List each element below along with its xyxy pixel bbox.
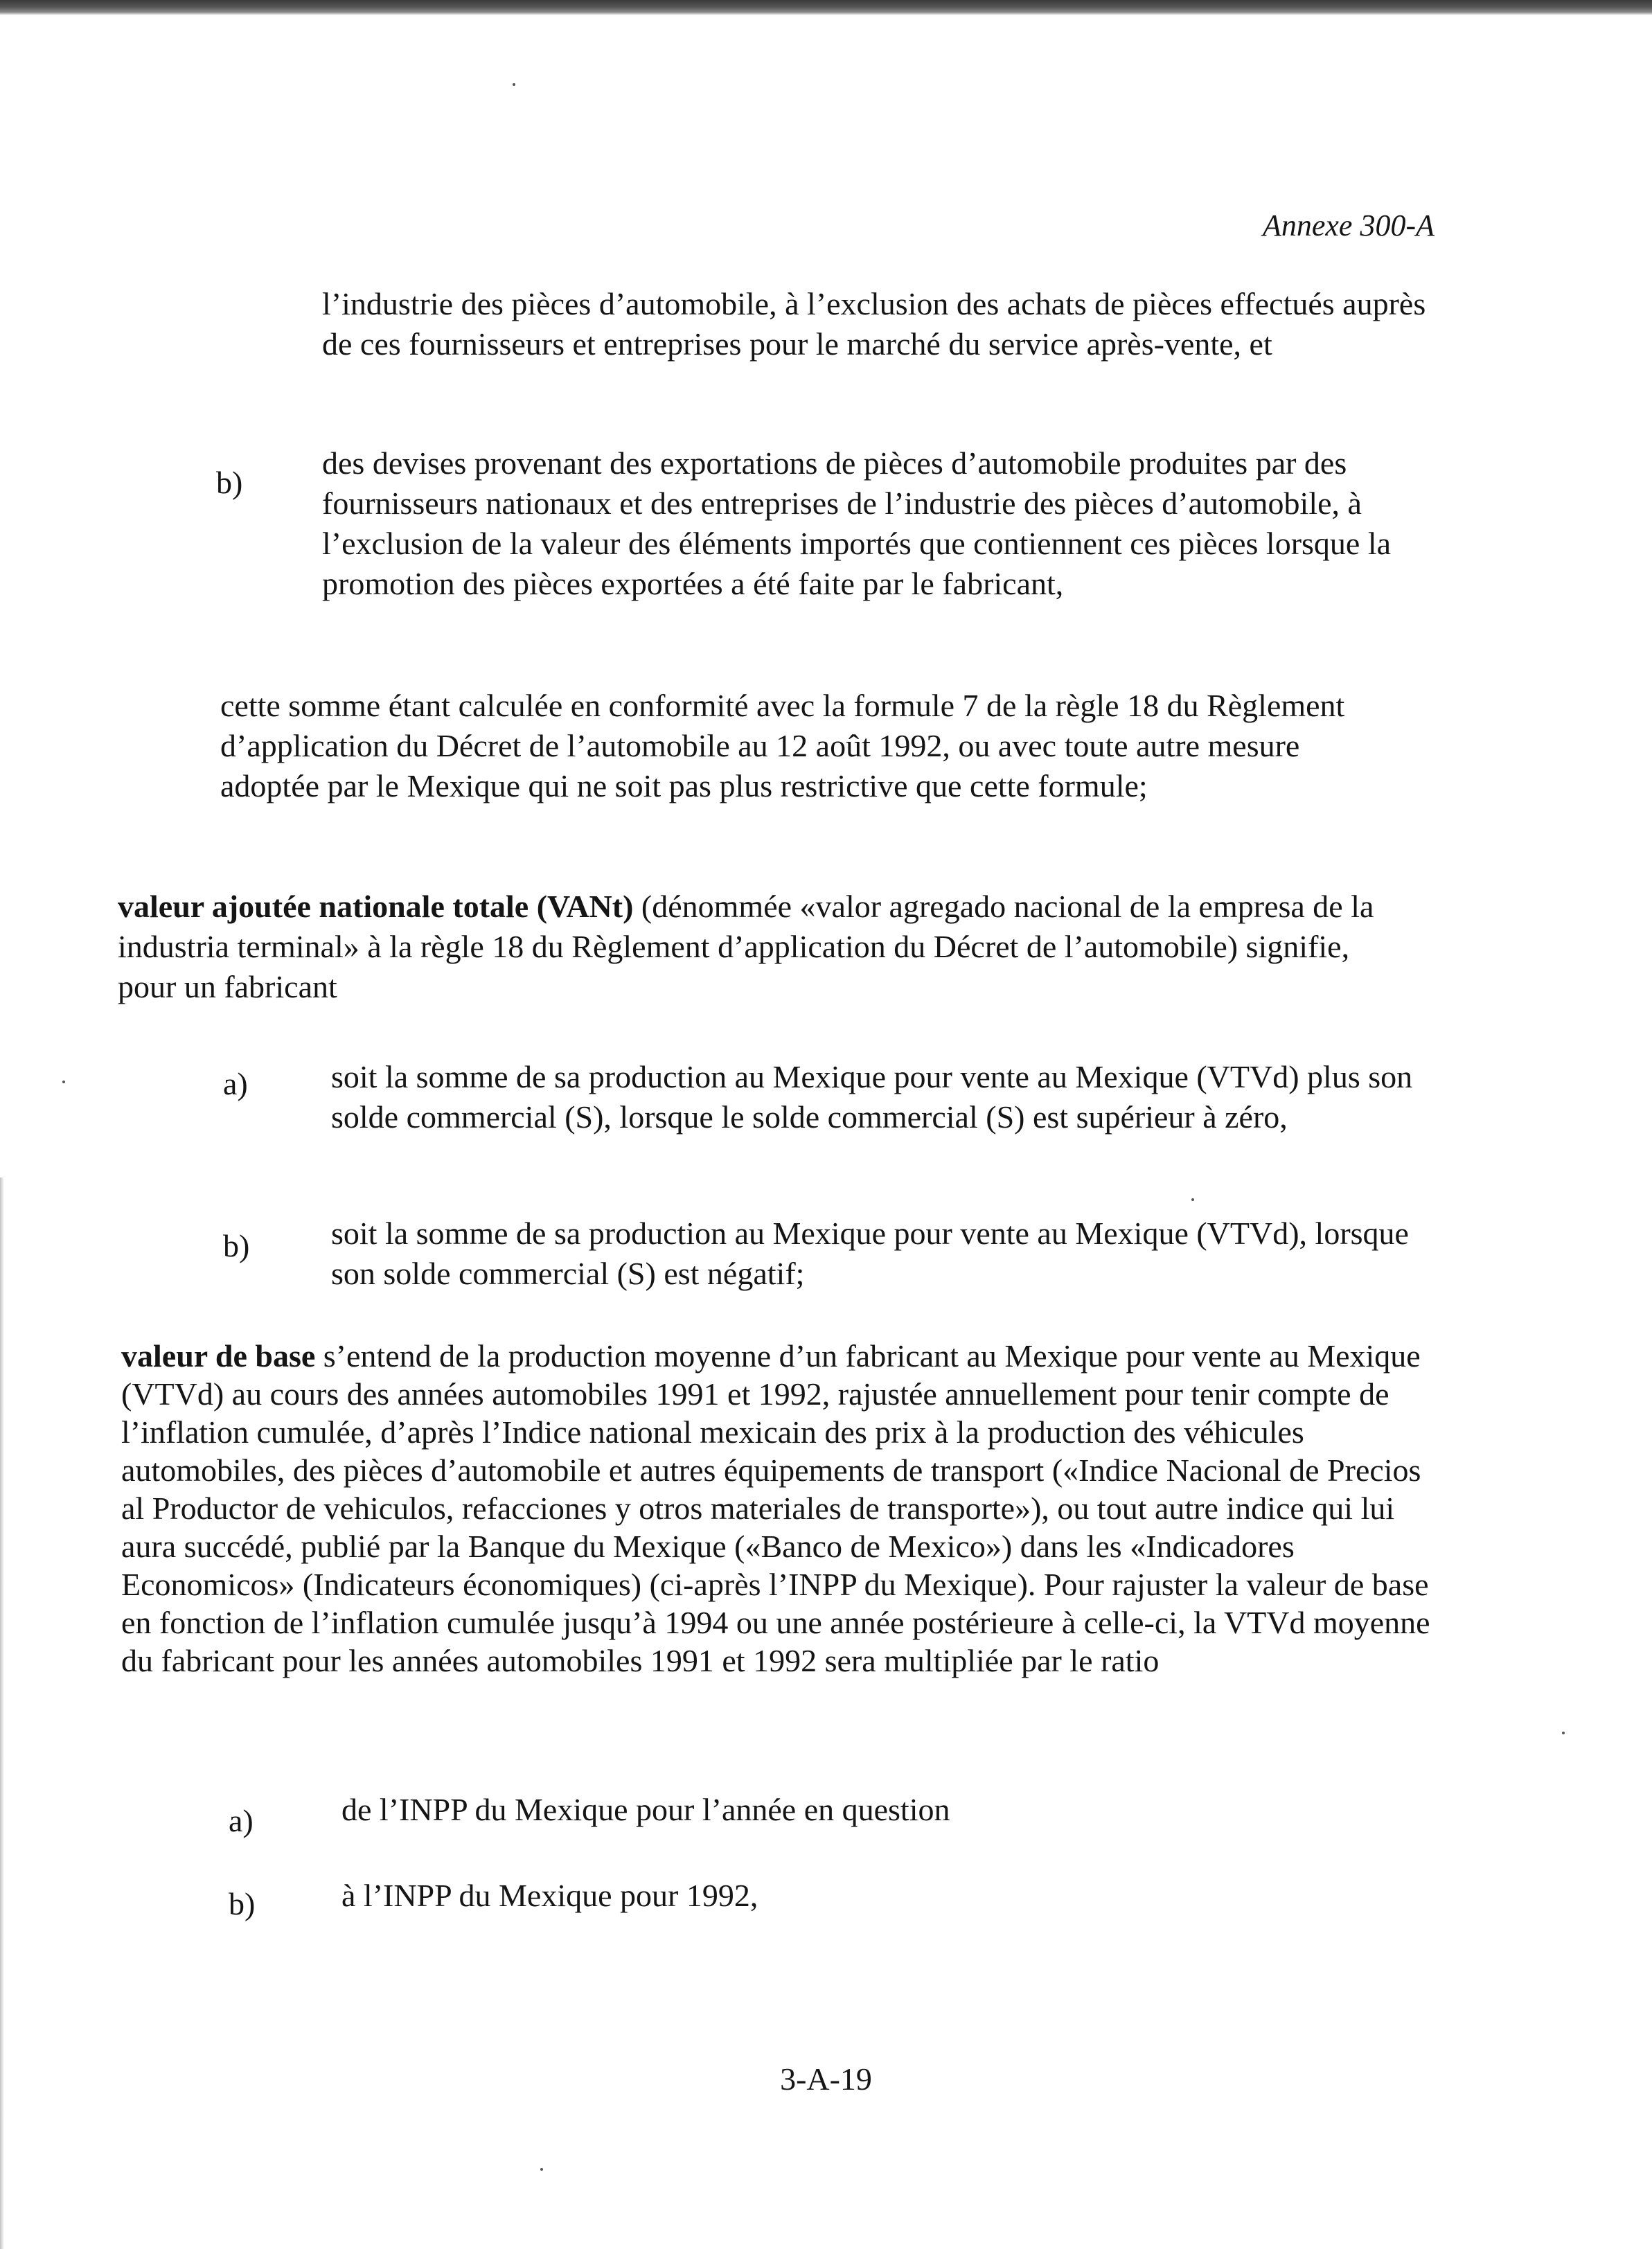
vant-item-a-text: soit la somme de sa production au Mexique pour vente au Mexique (VTVd) plus son solde commercial (S), lorsque le solde commercial (S) est supérieur à zéro,	[331, 1059, 1413, 1135]
vant-item-b-text: soit la somme de sa production au Mexique pour vente au Mexique (VTVd), lorsque son solde commercial (S) est négatif;	[331, 1216, 1409, 1291]
vant-term: valeur ajoutée nationale totale (VANt)	[118, 889, 634, 924]
scan-speck	[62, 1081, 65, 1083]
item-b1-label: b)	[216, 465, 243, 500]
closing-paragraph: cette somme étant calculée en conformité avec la formule 7 de la règle 18 du Règlement d’application du Décret de l’automobile au 12 août 1992, ou avec toute autre mesure adoptée par le Mexique qui ne soit pas plus restrictive que cette formule;	[220, 688, 1345, 803]
base-item-b-text: à l’INPP du Mexique pour 1992,	[341, 1878, 758, 1913]
scan-speck	[540, 2168, 543, 2171]
vant-text: (dénommée «valor agregado nacional de la empresa de la industria terminal» à la règle 18 du Règlement d’application du Décret de l’automobile) signifie, pour un fabricant	[118, 889, 1374, 1004]
scan-speck	[1191, 1198, 1194, 1201]
annex-header: Annexe 300-A	[1263, 208, 1435, 242]
base-term: valeur de base	[121, 1338, 316, 1374]
base-item-a-label: a)	[229, 1803, 254, 1838]
scan-edge-top	[0, 0, 1652, 15]
base-definition	[121, 1337, 1434, 1680]
continuation-paragraph: l’industrie des pièces d’automobile, à l’exclusion des achats de pièces effectués auprès de ces fournisseurs et entreprises pour le marché du service après-vente, et	[322, 286, 1426, 362]
vant-item-a-label: a)	[223, 1066, 248, 1101]
base-text: s’entend de la production moyenne d’un fabricant au Mexique pour vente au Mexique (VTVd) au cours des années automobiles 1991 et 1992, rajustée annuellement pour tenir compte de l’inflation cumulée, d’après l’Indice national mexicain des prix à la production des véhicules automobiles, des pièces d’automobile et autres équipements de transport («Indice Nacional de Precios al Productor de vehiculos, refacciones y otros materiales de transporte»), ou tout autre indice qui lui aura succédé, publié par la Banque du Mexique («Banco de Mexico») dans les «Indicadores Economicos» (Indicateurs économiques) (ci-après l’INPP du Mexique). Pour rajuster la valeur de base en fonction de l’inflation cumulée jusqu’à 1994 ou une année postérieure à celle-ci, la VTVd moyenne du fabricant pour les années automobiles 1991 et 1992 sera multipliée par le ratio	[121, 1338, 1430, 1678]
item-b1-text: des devises provenant des exportations de pièces d’automobile produites par des fournisseurs nationaux et des entreprises de l’industrie des pièces d’automobile, à l’exclusion de la valeur des éléments importés que contiennent ces pièces lorsque la promotion des pièces exportées a été faite par le fabricant,	[322, 445, 1392, 601]
vant-item-b-label: b)	[223, 1228, 250, 1263]
scan-speck	[1562, 1732, 1565, 1734]
base-item-a-text: de l’INPP du Mexique pour l’année en question	[341, 1792, 950, 1827]
scan-speck	[513, 83, 515, 86]
base-item-b-label: b)	[229, 1886, 256, 1921]
vant-definition	[118, 887, 1413, 1007]
page-number: 3-A-19	[780, 2061, 872, 2097]
